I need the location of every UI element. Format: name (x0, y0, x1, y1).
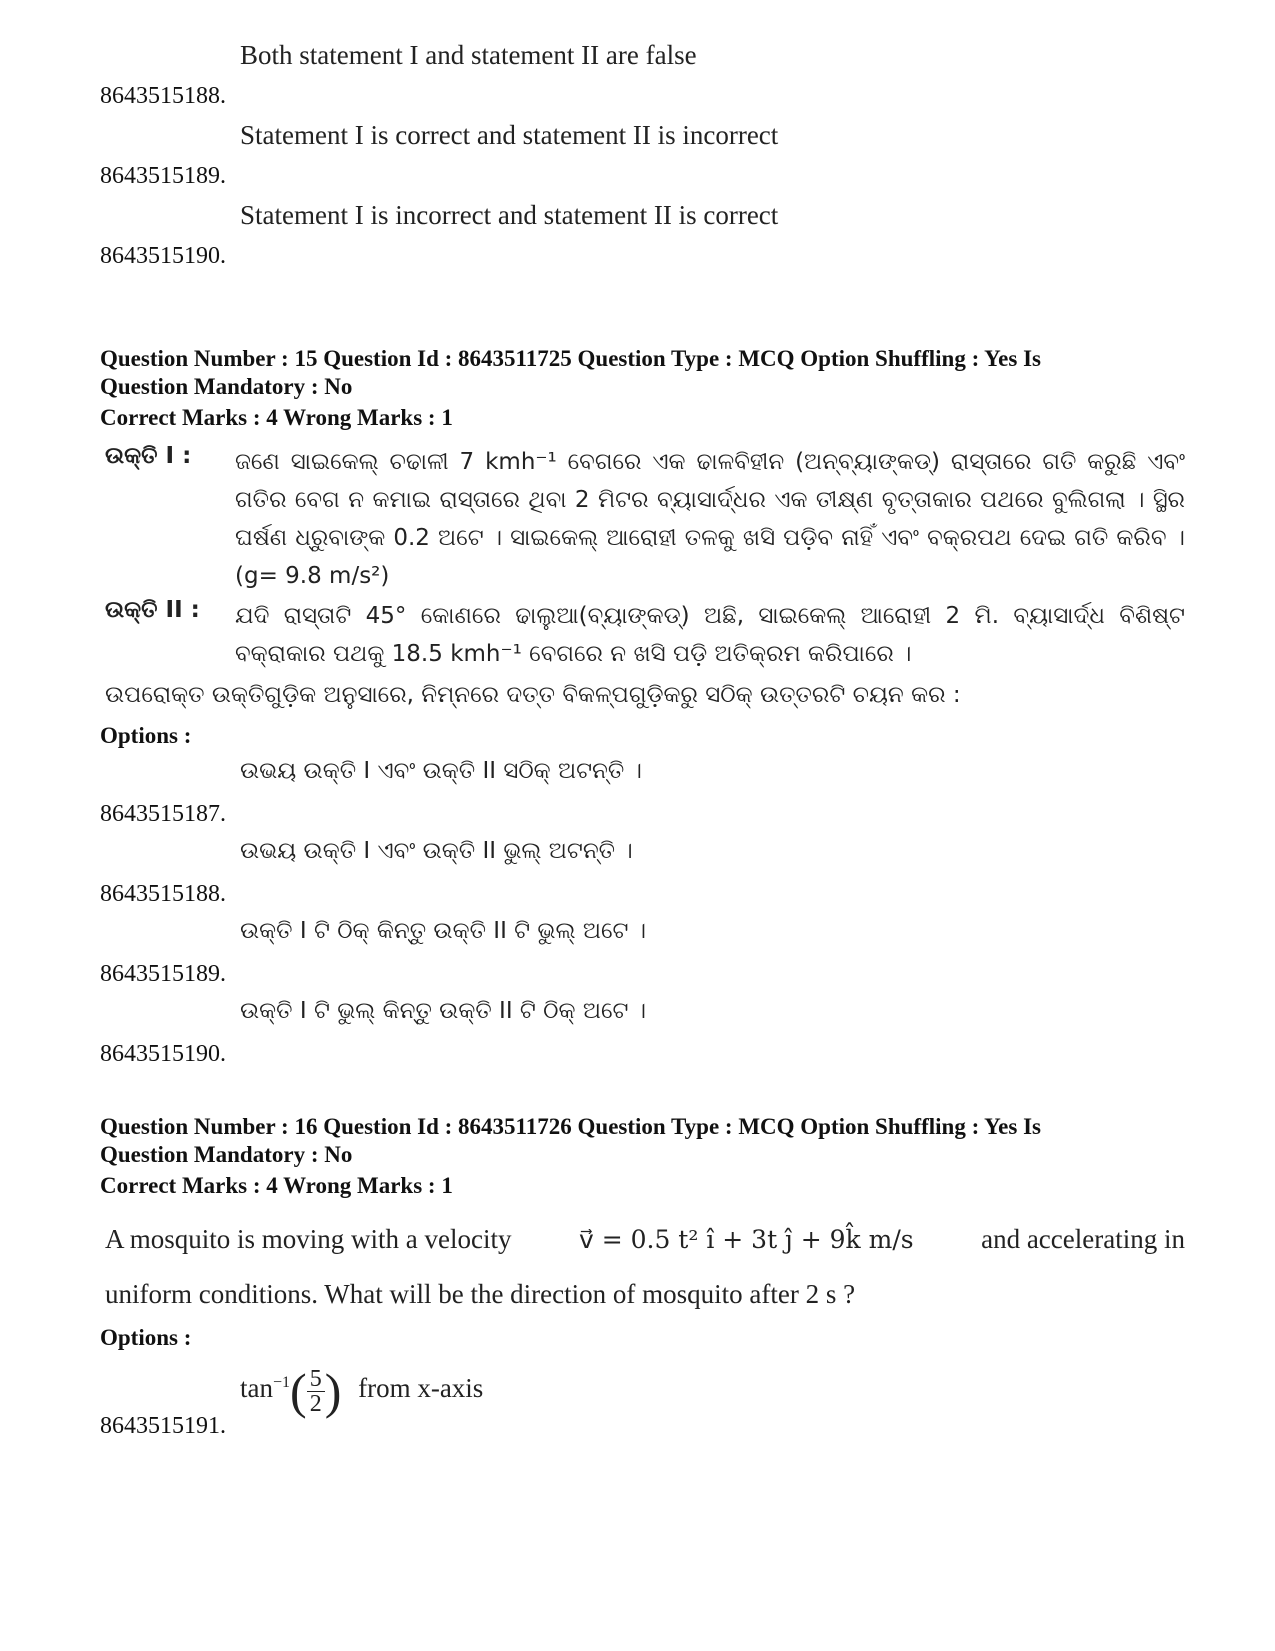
option-id: 8643515189. (100, 961, 226, 987)
option-id: 8643515189. (100, 163, 226, 189)
option-text: ଉଭୟ ଉକ୍ତି I ଏବଂ ଉକ୍ତି II ସଠିକ୍ ଅଟନ୍ତି । (240, 758, 642, 784)
statement-2 (105, 597, 1185, 677)
option-row[interactable] (100, 918, 1180, 988)
option-id: 8643515188. (100, 881, 226, 907)
question-header (100, 345, 1200, 401)
option-text: ଉଭୟ ଉକ୍ତି I ଏବଂ ଉକ୍ତି II ଭୁଲ୍ ଅଟନ୍ତି । (240, 838, 633, 864)
option-id: 8643515190. (100, 1041, 226, 1067)
question-header-line2: Question Mandatory : No (100, 1142, 353, 1167)
option-id: 8643515187. (100, 801, 226, 827)
statement-text: ଜଣେ ସାଇକେଲ୍ ଚଢାଳୀ 7 kmh⁻¹ ବେଗରେ ଏକ ଢାଳବିହୀନ (ଅନ୍‌ବ୍ୟାଙ୍କଡ୍) ରାସ୍ତାରେ ଗତି କରୁଛି ଏବଂ ଗତିର ବେଗ ନ କମାଇ ରାସ୍ତାରେ ଥିବା 2 ମିଟର ବ୍ୟାସାର୍ଦ୍ଧର ଏକ ତୀକ୍ଷ୍ଣ ବୃତ୍ତାକାର ପଥରେ ବୁଲିଗଲା । ସ୍ଥିର ଘର୍ଷଣ ଧ୍ରୁବାଙ୍କ 0.2 ଅଟେ । ସାଇକେଲ୍ ଆରୋହୀ ତଳକୁ ଖସି ପଡ଼ିବ ନାହିଁ ଏବଂ ବକ୍ରପଥ ଦେଇ ଗତି କରିବ । (g= 9.8 m/s²) (235, 449, 1185, 589)
question-text-part: A mosquito is moving with a velocity (105, 1224, 512, 1254)
right-paren: ) (324, 1363, 342, 1419)
option-id: 8643515191. (100, 1413, 226, 1439)
velocity-expression: v⃗ = 0.5 t² î + 3t ĵ + 9k̂ m/s (578, 1225, 914, 1254)
statement-text: ଯଦି ରାସ୍ତାଟି 45° କୋଣରେ ଢାଲୁଆ(ବ୍ୟାଙ୍କଡ୍) ଅଛି, ସାଇକେଲ୍ ଆରୋହୀ 2 ମି. ବ୍ୟାସାର୍ଦ୍ଧ ବିଶିଷ୍ଟ ବକ୍ରାକାର ପଥକୁ 18.5 kmh⁻¹ ବେଗରେ ନ ଖସି ପଡ଼ି ଅତିକ୍ରମ କରିପାରେ । (235, 603, 1185, 667)
option-row[interactable] (100, 200, 1180, 270)
option-suffix: from x-axis (358, 1373, 484, 1404)
option-text: ଉକ୍ତି I ଟି ଭୁଲ୍ କିନ୍ତୁ ଉକ୍ତି II ଟି ଠିକ୍ ଅଟେ । (240, 998, 647, 1024)
option-row[interactable] (100, 998, 1180, 1068)
question-marks: Correct Marks : 4 Wrong Marks : 1 (100, 1173, 453, 1198)
statement-label: ଉକ୍ତି I : (105, 443, 192, 469)
statement-label: ଉକ୍ତି II : (105, 597, 200, 623)
option-row[interactable] (100, 1360, 1180, 1440)
option-row[interactable] (100, 838, 1180, 908)
option-row[interactable] (100, 758, 1180, 828)
question-header-line2: Question Mandatory : No (100, 374, 353, 399)
question-prompt: ଉପରୋକ୍ତ ଉକ୍ତିଗୁଡ଼ିକ ଅନୁସାରେ, ନିମ୍ନରେ ଦତ୍ତ ବିକଳ୍ପଗୁଡ଼ିକରୁ ସଠିକ୍ ଉତ୍ତରଟି ଚୟନ କର : (105, 682, 961, 708)
option-text: Statement I is incorrect and statement II is correct (240, 200, 779, 230)
fraction (307, 1367, 325, 1416)
option-row[interactable] (100, 120, 1180, 190)
options-label: Options : (100, 1325, 192, 1350)
option-text (240, 1362, 483, 1420)
left-paren: ( (290, 1363, 307, 1419)
question-text (105, 1212, 1185, 1322)
fraction-denominator: 2 (309, 1390, 322, 1417)
question-marks: Correct Marks : 4 Wrong Marks : 1 (100, 405, 453, 430)
question-text-line: uniform conditions. What will be the direction of mosquito after 2 s ? (105, 1279, 856, 1309)
option-id: 8643515190. (100, 243, 226, 269)
fraction-numerator: 5 (307, 1367, 325, 1392)
option-text: Statement I is correct and statement II is incorrect (240, 120, 779, 150)
question-header (100, 1113, 1200, 1169)
tan-function: tan (240, 1373, 273, 1404)
question-header-line1: Question Number : 16 Question Id : 8643511726 Question Type : MCQ Option Shuffling : Yes Is (100, 1114, 1041, 1139)
option-text: ଉକ୍ତି I ଟି ଠିକ୍ କିନ୍ତୁ ଉକ୍ତି II ଟି ଭୁଲ୍ ଅଟେ । (240, 918, 647, 944)
option-text: Both statement I and statement II are false (240, 40, 697, 70)
inverse-exponent: −1 (273, 1374, 291, 1392)
options-label: Options : (100, 723, 192, 748)
option-id: 8643515188. (100, 83, 226, 109)
statement-1 (105, 443, 1185, 593)
question-header-line1: Question Number : 15 Question Id : 8643511725 Question Type : MCQ Option Shuffling : Yes Is (100, 346, 1041, 371)
option-row[interactable] (100, 40, 1180, 110)
question-text-part: and accelerating in (981, 1224, 1185, 1254)
